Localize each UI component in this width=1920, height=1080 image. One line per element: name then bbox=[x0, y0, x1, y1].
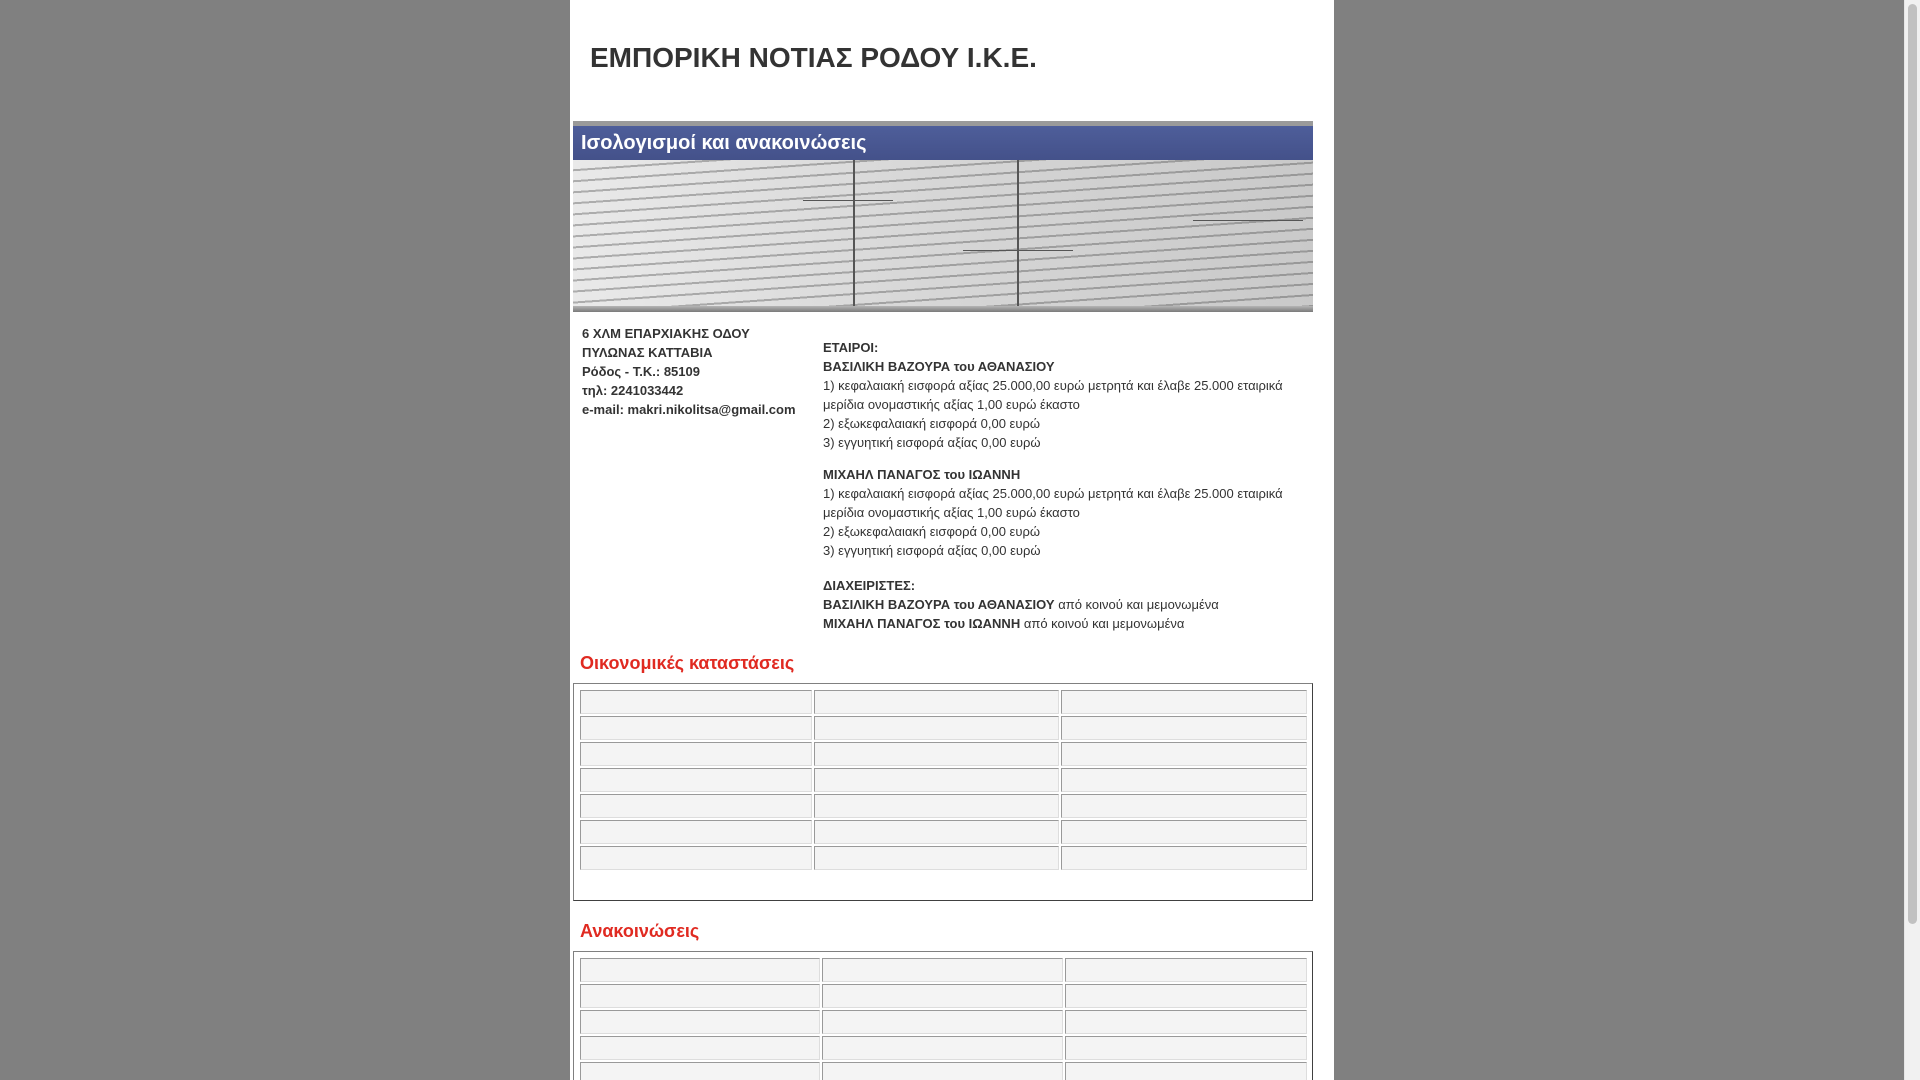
table-cell bbox=[814, 846, 1059, 870]
table-cell bbox=[1061, 742, 1307, 766]
table-cell bbox=[580, 820, 812, 844]
table-cell bbox=[580, 1036, 820, 1060]
table-row bbox=[580, 768, 1307, 792]
table-cell bbox=[822, 1062, 1063, 1080]
company-name: ΕΜΠΟΡΙΚΗ ΝΟΤΙΑΣ ΡΟΔΟΥ Ι.Κ.Ε. bbox=[590, 42, 1037, 73]
city-postal-line: Ρόδος - Τ.Κ.: 85109 bbox=[582, 364, 700, 379]
table-cell bbox=[814, 820, 1059, 844]
page-container bbox=[570, 0, 1334, 1080]
manager-2 bbox=[823, 614, 1323, 633]
table-cell bbox=[580, 846, 812, 870]
partner-1-item-2: 2) εξωκεφαλαιακή εισφορά 0,00 ευρώ bbox=[823, 416, 1040, 431]
table-cell bbox=[580, 690, 812, 714]
table-cell bbox=[1061, 794, 1307, 818]
table-row bbox=[580, 742, 1307, 766]
table-cell bbox=[814, 716, 1059, 740]
announcements-table bbox=[573, 951, 1313, 1080]
table-row bbox=[580, 1062, 1307, 1080]
partner-2-item-1: 1) κεφαλαιακή εισφορά αξίας 25.000,00 ευρώ μετρητά και έλαβε 25.000 εταιρικά μερίδια ονομαστικής αξίας 1,00 ευρώ έκαστο bbox=[823, 486, 1283, 520]
partner-2-name: ΜΙΧΑΗΛ ΠΑΝΑΓΟΣ του ΙΩΑΝΝΗ bbox=[823, 467, 1021, 482]
partners-block bbox=[823, 338, 1323, 633]
spacer bbox=[823, 560, 1323, 576]
table-cell bbox=[1065, 1036, 1307, 1060]
partner-2-item-2: 2) εξωκεφαλαιακή εισφορά 0,00 ευρώ bbox=[823, 524, 1040, 539]
table-row bbox=[580, 820, 1307, 844]
balance-sheet-image bbox=[573, 160, 1313, 312]
table-row bbox=[580, 1036, 1307, 1060]
partner-1-name: ΒΑΣΙΛΙΚΗ ΒΑΖΟΥΡΑ του ΑΘΑΝΑΣΙΟΥ bbox=[823, 359, 1055, 374]
table-cell bbox=[814, 742, 1059, 766]
vertical-scrollbar[interactable] bbox=[1904, 0, 1920, 1080]
address-line: 6 ΧΛΜ ΕΠΑΡΧΙΑΚΗΣ ΟΔΟΥ bbox=[582, 326, 750, 341]
banner bbox=[573, 121, 1313, 312]
phone-line: τηλ: 2241033442 bbox=[582, 383, 684, 398]
partner-1-item-1: 1) κεφαλαιακή εισφορά αξίας 25.000,00 ευρώ μετρητά και έλαβε 25.000 εταιρικά μερίδια ονομαστικής αξίας 1,00 ευρώ έκαστο bbox=[823, 378, 1283, 412]
partner-1-item-3: 3) εγγυητική εισφορά αξίας 0,00 ευρώ bbox=[823, 435, 1041, 450]
table-cell bbox=[822, 984, 1063, 1008]
announcements-title: Ανακοινώσεις bbox=[580, 921, 700, 941]
table-cell bbox=[580, 958, 820, 982]
table-cell bbox=[814, 690, 1059, 714]
locality-line: ΠΥΛΩΝΑΣ ΚΑΤΤΑΒΙΑ bbox=[582, 345, 713, 360]
table-cell bbox=[822, 958, 1063, 982]
table-cell bbox=[814, 768, 1059, 792]
table-cell bbox=[1065, 958, 1307, 982]
table-cell bbox=[580, 768, 812, 792]
table-row bbox=[580, 1010, 1307, 1034]
manager-1 bbox=[823, 595, 1323, 614]
manager-2-role: από κοινού και μεμονωμένα bbox=[1020, 616, 1185, 631]
table-cell bbox=[1065, 1062, 1307, 1080]
table-cell bbox=[580, 742, 812, 766]
table-cell bbox=[1065, 984, 1307, 1008]
table-cell bbox=[1061, 846, 1307, 870]
image-column-divider bbox=[1017, 160, 1019, 310]
financial-statements-title: Οικονομικές καταστάσεις bbox=[580, 653, 795, 673]
table-cell bbox=[822, 1010, 1063, 1034]
table-cell bbox=[1065, 1010, 1307, 1034]
manager-1-name: ΒΑΣΙΛΙΚΗ ΒΑΖΟΥΡΑ του ΑΘΑΝΑΣΙΟΥ bbox=[823, 597, 1055, 612]
table-cell bbox=[814, 794, 1059, 818]
table-cell bbox=[1061, 820, 1307, 844]
table-cell bbox=[580, 794, 812, 818]
image-rule bbox=[1193, 220, 1303, 221]
contact-info bbox=[582, 324, 796, 419]
table-cell bbox=[1061, 768, 1307, 792]
banner-title: Ισολογισμοί και ανακοινώσεις bbox=[581, 132, 867, 154]
table-cell bbox=[1061, 690, 1307, 714]
table-row bbox=[580, 690, 1307, 714]
financial-statements-table bbox=[573, 683, 1313, 901]
table-row bbox=[580, 716, 1307, 740]
banner-header bbox=[573, 121, 1313, 160]
table-cell bbox=[580, 984, 820, 1008]
scrollbar-thumb[interactable] bbox=[1908, 4, 1917, 924]
image-column-divider bbox=[853, 160, 855, 310]
partner-2-item-3: 3) εγγυητική εισφορά αξίας 0,00 ευρώ bbox=[823, 543, 1041, 558]
announcements-grid bbox=[578, 956, 1309, 1080]
financial-statements-grid bbox=[578, 688, 1309, 872]
image-rule bbox=[963, 250, 1073, 251]
table-cell bbox=[580, 1062, 820, 1080]
manager-2-name: ΜΙΧΑΗΛ ΠΑΝΑΓΟΣ του ΙΩΑΝΝΗ bbox=[823, 616, 1021, 631]
table-row bbox=[580, 984, 1307, 1008]
email-line: e-mail: makri.nikolitsa@gmail.com bbox=[582, 402, 796, 417]
managers-heading: ΔΙΑΧΕΙΡΙΣΤΕΣ: bbox=[823, 578, 916, 593]
table-cell bbox=[1061, 716, 1307, 740]
table-row bbox=[580, 958, 1307, 982]
table-row bbox=[580, 794, 1307, 818]
table-row bbox=[580, 846, 1307, 870]
table-cell bbox=[822, 1036, 1063, 1060]
image-rule bbox=[803, 200, 893, 201]
table-cell bbox=[580, 1010, 820, 1034]
table-cell bbox=[580, 716, 812, 740]
spacer bbox=[823, 452, 1323, 465]
manager-1-role: από κοινού και μεμονωμένα bbox=[1054, 597, 1219, 612]
partners-heading: ΕΤΑΙΡΟΙ: bbox=[823, 340, 879, 355]
